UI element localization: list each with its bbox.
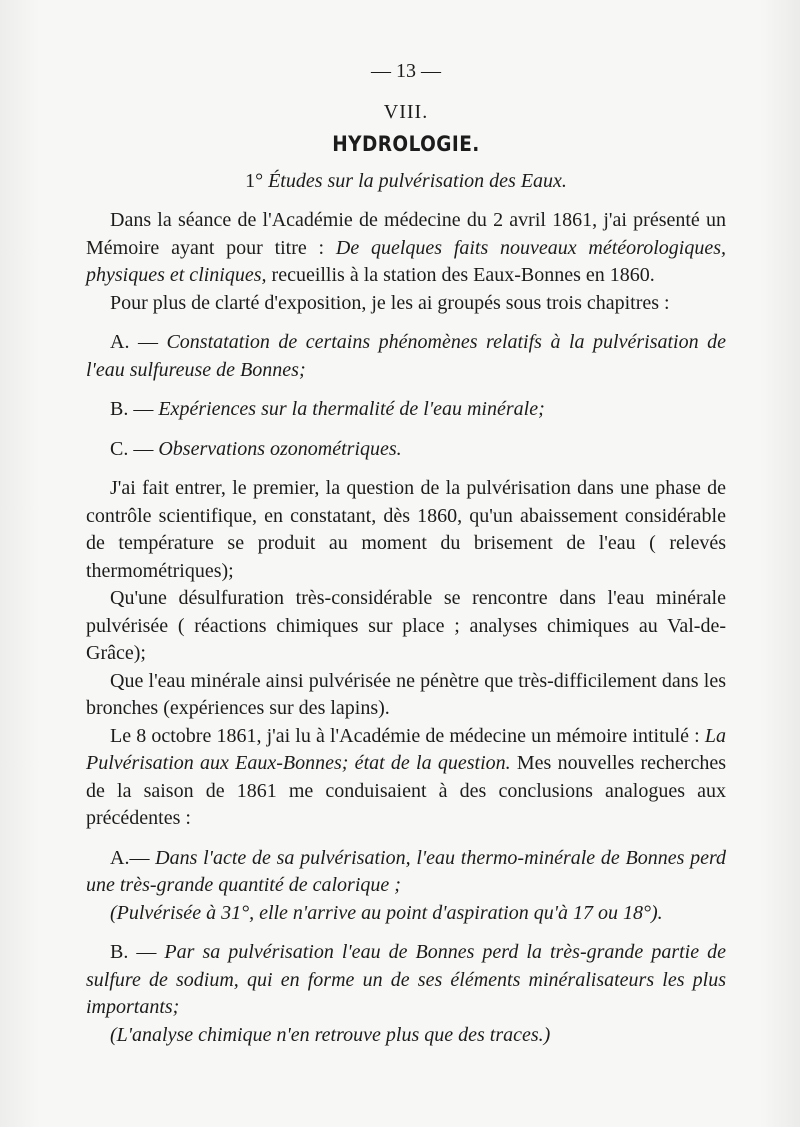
chapter-b-text: Expériences sur la thermalité de l'eau minérale; (158, 398, 545, 420)
page-content (86, 60, 726, 1049)
conclusion-a-text: Dans l'acte de sa pulvérisation, l'eau thermo-minérale de Bonnes perd une très-grande quantité de calorique ; (86, 846, 727, 896)
chapter-c-label: C. — (110, 437, 159, 460)
chapter-b (86, 396, 726, 424)
paragraph-1-start: Dans la séance de l'Académie de médecine du 2 avril 1861, j'ai présenté un Mémoire ayant pour titre : (86, 209, 726, 259)
paragraph-4: Qu'une désulfuration très-considérable se rencontre dans l'eau minérale pulvérisée ( réactions chimiques sur place ; analyses chimiques au Val-de-Grâce); (86, 587, 726, 664)
conclusion-b-note: (L'analyse chimique n'en retrouve plus que des traces.) (110, 1023, 551, 1046)
conclusion-a (86, 845, 726, 900)
conclusion-b-text: Par sa pulvérisation l'eau de Bonnes perd la très-grande partie de sulfure de sodium, qui en forme un de ses éléments minéralisateurs les plus importants; (86, 941, 727, 1018)
paragraph-6-start: Le 8 octobre 1861, j'ai lu à l'Académie de médecine un mémoire intitulé : (110, 724, 705, 747)
subheading (86, 170, 726, 193)
section-number: VIII. (383, 101, 429, 123)
paragraph-1-end: recueillis à la station des Eaux-Bonnes en 1860. (266, 264, 655, 286)
chapter-a-text: Constatation de certains phénomènes relatifs à la pulvérisation de l'eau sulfureuse de Bonnes; (86, 331, 726, 381)
page-title: HYDROLOGIE. (332, 132, 480, 156)
chapter-b-label: B. — (110, 398, 159, 420)
conclusion-b-label: B. — (110, 941, 165, 963)
chapter-a-label: A. — (110, 331, 167, 353)
conclusion-b (86, 939, 726, 1022)
subheading-number: 1° (245, 170, 269, 192)
paragraph-1 (86, 207, 726, 290)
subheading-text: Études sur la pulvérisation des Eaux. (268, 170, 567, 192)
paragraph-2: Pour plus de clarté d'exposition, je les ai groupés sous trois chapitres : (110, 291, 670, 314)
paragraph-6 (86, 723, 726, 833)
chapter-c (86, 436, 726, 464)
page-number: — 13 — (371, 60, 441, 82)
chapter-a (86, 329, 726, 384)
paragraph-6-end: Mes nouvelles recherches de la saison de 1861 me conduisaient à des conclusions analogues aux précédentes : (86, 752, 726, 829)
paragraph-3: J'ai fait entrer, le premier, la question de la pulvérisation dans une phase de contrôle scientifique, en constatant, dès 1860, qu'un abaissement considérable de température se produit au moment du brisement de l'eau ( relevés thermométriques); (86, 477, 726, 582)
memoir-title: De quelques faits nouveaux météorologiques, physiques et cliniques, (86, 236, 726, 286)
chapter-c-text: Observations ozonométriques. (158, 437, 402, 460)
conclusion-a-label: A.— (110, 846, 156, 869)
second-memoir-title: La Pulvérisation aux Eaux-Bonnes; état de la question. (86, 724, 726, 774)
paragraph-5: Que l'eau minérale ainsi pulvérisée ne pénètre que très-difficilement dans les bronches (expériences sur des lapins). (86, 669, 726, 719)
conclusion-a-note: (Pulvérisée à 31°, elle n'arrive au point d'aspiration qu'à 17 ou 18°). (110, 901, 663, 924)
